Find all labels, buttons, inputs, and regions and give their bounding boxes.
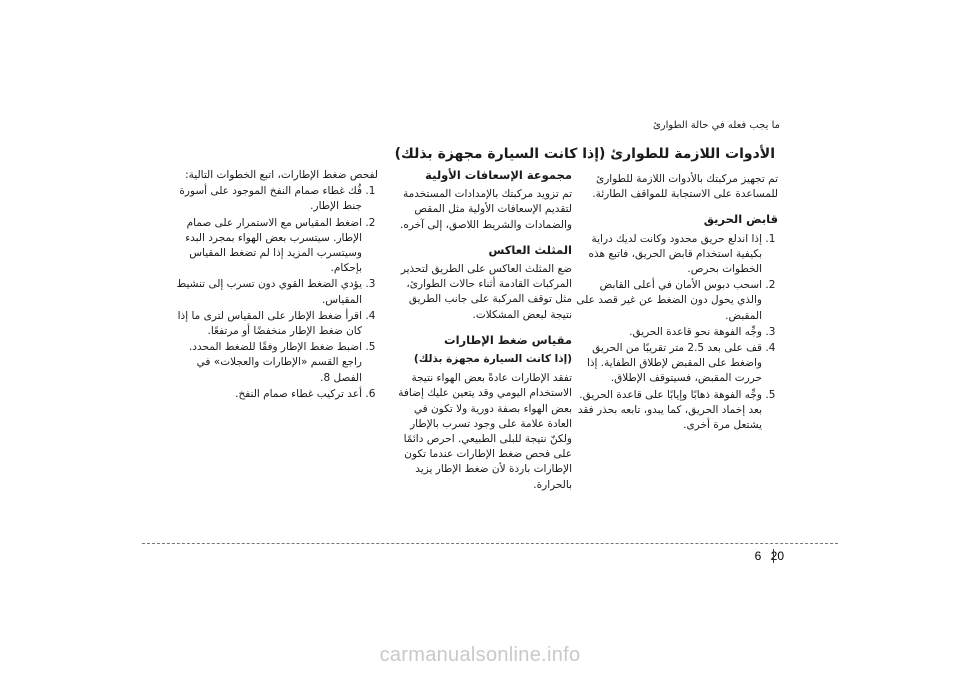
tire-gauge-heading: مقياس ضغط الإطارات — [444, 332, 572, 347]
list-item: 3. وجِّه الفوهة نحو قاعدة الحريق. — [573, 325, 762, 340]
column-right — [573, 172, 778, 434]
intro-paragraph: تم تجهيز مركبتك بالأدوات اللازمة للطوارئ للمساعدة على الاستجابة للمواقف الطارئة. — [592, 173, 778, 201]
chapter-number: 6 — [754, 549, 762, 563]
watermark: carmanualsonline.info — [379, 644, 581, 666]
list-item: 5. اضبط ضغط الإطار وفقًا للضغط المحدد. راجع القسم «الإطارات والعجلات» في الفصل 8. — [168, 340, 362, 386]
first-aid-paragraph: تم تزويد مركبتك بالإمدادات المستخدمة لتقديم الإسعافات الأولية مثل المقص والضمادات والشريط اللاصق، إلى آخره. — [400, 188, 572, 231]
page-title: الأدوات اللازمة للطوارئ (إذا كانت السيارة مجهزة بذلك) — [394, 146, 775, 162]
list-item: 4. اقرأ ضغط الإطار على المقياس لترى ما إذا كان ضغط الإطار منخفضًا أو مرتفعًا. — [168, 309, 362, 339]
list-item: 1. فُك غطاء صمام النفخ الموجود على أسورة جنط الإطار. — [168, 184, 362, 214]
first-aid-heading: مجموعة الإسعافات الأولية — [425, 168, 572, 182]
section-label: ما يجب فعله في حالة الطوارئ — [652, 120, 780, 131]
column-middle — [390, 168, 572, 494]
tire-gauge-paragraph: تفقد الإطارات عادةً بعض الهواء نتيجة الاستخدام اليومي وقد يتعين عليك إضافة بعض الهواء بصفة دورية ولا تكون في العادة علامة على وجود تسرب بالإطار ولكنّ نتيجة للبلى الطبيعي. احرص دائمًا على فحص ضغط الإطارات عندما تكون الإطارات باردة لأن ضغط الإطار يزيد بالحرارة. — [398, 372, 572, 491]
list-item: 1. إذا اندلع حريق محدود وكانت لديك دراية بكيفية استخدام قابض الحريق، فاتبع هذه الخطوات بحرص. — [573, 232, 762, 278]
list-item: 6. أعد تركيب غطاء صمام النفخ. — [168, 387, 362, 402]
page-number — [755, 549, 784, 563]
list-item: 4. قف على بعد 2.5 متر تقريبًا من الحريق واضغط على المقبض لإطلاق الطفاية. إذا حررت المقبض، فسيتوقف الإطلاق. — [573, 341, 762, 387]
page-number-value: 20 — [770, 549, 784, 563]
tire-gauge-subheading: (إذا كانت السيارة مجهزة بذلك) — [413, 353, 572, 366]
page-number-separator — [773, 549, 774, 563]
list-item: 3. يؤدي الضغط القوي دون تسرب إلى تنشيط المقياس. — [168, 277, 362, 307]
tire-check-intro: لفحص ضغط الإطارات، اتبع الخطوات التالية: — [185, 169, 378, 181]
fire-extinguisher-steps — [573, 232, 778, 434]
reflector-heading: المثلث العاكس — [488, 242, 572, 257]
list-item: 2. اضغط المقياس مع الاستمرار على صمام الإطار. سيتسرب بعض الهواء بمجرد البدء وسيتسرب المزيد إذا لم تضغط المقياس بإحكام. — [168, 216, 362, 277]
column-left — [168, 168, 378, 403]
list-item: 2. اسحب دبوس الأمان في أعلى القابض والذي يحول دون الضغط عن غير قصد على المقبض. — [573, 278, 762, 324]
tire-check-steps — [168, 184, 378, 402]
footer-divider — [142, 543, 838, 544]
list-item: 5. وجِّه الفوهة ذهابًا وإيابًا على قاعدة الحريق. بعد إخماد الحريق، كما يبدو، تابعه بحذر فقد يشتعل مرة أخرى. — [573, 388, 762, 434]
fire-extinguisher-heading: قابض الحريق — [703, 212, 778, 227]
reflector-paragraph: ضع المثلث العاكس على الطريق لتحذير المركبات القادمة أثناء حالات الطوارئ، مثل توقف المركبة على جانب الطريق نتيجة لبعض المشكلات. — [400, 263, 572, 321]
